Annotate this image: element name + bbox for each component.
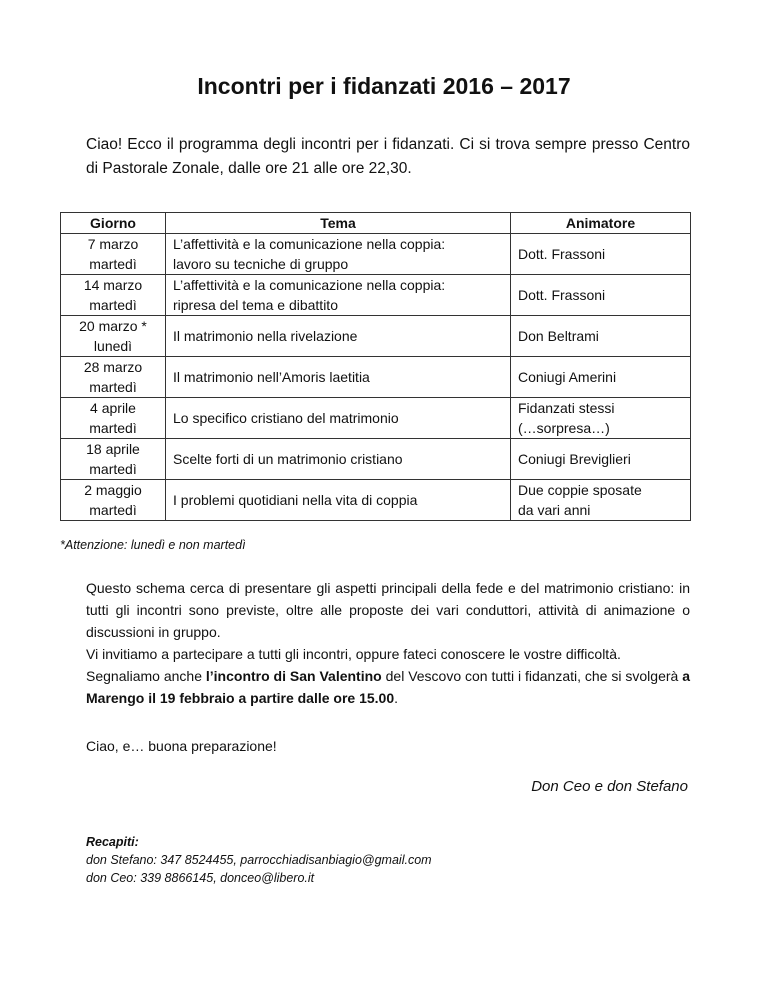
date-text: 18 aprile <box>86 441 140 457</box>
tema-line: L’affettività e la comunicazione nella coppia: <box>173 236 446 252</box>
date-text: 2 maggio <box>84 482 142 498</box>
signature: Don Ceo e don Stefano <box>531 778 688 795</box>
date-text: 4 aprile <box>90 400 136 416</box>
cell-giorno <box>61 439 166 480</box>
table-row <box>61 234 691 275</box>
body-paragraph: Vi invitiamo a partecipare a tutti gli incontri, oppure fateci conoscere le vostre difficoltà. <box>86 646 621 662</box>
cell-tema <box>166 275 511 316</box>
animatore-text: Fidanzati stessi <box>518 400 615 416</box>
tema-line: L’affettività e la comunicazione nella coppia: <box>173 277 446 293</box>
animatore-text: Coniugi Amerini <box>518 369 617 385</box>
tema-line: lavoro su tecniche di gruppo <box>173 256 349 272</box>
tema-line: I problemi quotidiani nella vita di coppia <box>173 492 418 508</box>
body-text <box>86 577 690 709</box>
cell-animatore <box>511 439 691 480</box>
schedule-table <box>60 212 691 521</box>
tema-line: ripresa del tema e dibattito <box>173 297 338 313</box>
date-text: 7 marzo <box>87 236 139 252</box>
table-header-row <box>61 213 691 234</box>
header-tema: Tema <box>166 213 511 234</box>
cell-tema <box>166 316 511 357</box>
cell-giorno <box>61 316 166 357</box>
cell-giorno <box>61 480 166 521</box>
contact-line: don Stefano: 347 8524455, parrocchiadisanbiagio@gmail.com <box>86 853 432 867</box>
cell-tema <box>166 439 511 480</box>
intro-paragraph: Ciao! Ecco il programma degli incontri per i fidanzati. Ci si trova sempre presso Centro di Pastorale Zonale, dalle ore 21 alle ore 22,30. <box>86 136 690 177</box>
cell-animatore <box>511 398 691 439</box>
cell-animatore <box>511 316 691 357</box>
table-row <box>61 357 691 398</box>
animatore-text: Dott. Frassoni <box>518 246 606 262</box>
weekday-text: martedì <box>89 461 137 477</box>
weekday-text: martedì <box>89 420 137 436</box>
date-text: 20 marzo * <box>79 318 147 334</box>
animatore-text: Don Beltrami <box>518 328 599 344</box>
table-row <box>61 480 691 521</box>
cell-tema <box>166 398 511 439</box>
table-row <box>61 439 691 480</box>
header-giorno: Giorno <box>61 213 166 234</box>
cell-giorno <box>61 357 166 398</box>
tema-line: Il matrimonio nell’Amoris laetitia <box>173 369 370 385</box>
date-text: 14 marzo <box>83 277 143 293</box>
tema-line: Il matrimonio nella rivelazione <box>173 328 358 344</box>
contact-line: don Ceo: 339 8866145, donceo@libero.it <box>86 871 315 885</box>
highlight-place-date: a Marengo il 19 febbraio a partire dalle ore 15.00 <box>86 668 690 706</box>
text-segment: . <box>394 690 399 706</box>
animatore-text: Coniugi Breviglieri <box>518 451 631 467</box>
cell-animatore <box>511 480 691 521</box>
animatore-text: (…sorpresa…) <box>518 420 610 436</box>
table-row <box>61 398 691 439</box>
cell-giorno <box>61 234 166 275</box>
animatore-text: da vari anni <box>518 502 591 518</box>
body-paragraph <box>86 665 690 709</box>
cell-animatore <box>511 234 691 275</box>
table-row <box>61 316 691 357</box>
closing-line: Ciao, e… buona preparazione! <box>86 738 277 754</box>
cell-giorno <box>61 398 166 439</box>
table-row <box>61 275 691 316</box>
text-segment: Segnaliamo anche <box>86 668 206 684</box>
contacts <box>86 833 432 887</box>
body-paragraph: Questo schema cerca di presentare gli aspetti principali della fede e del matrimonio cristiano: in tutti gli incontri sono previste, oltre alle proposte dei vari conduttori, attività di animazione o discussioni in gruppo. <box>86 580 690 640</box>
cell-tema <box>166 357 511 398</box>
animatore-text: Dott. Frassoni <box>518 287 606 303</box>
weekday-text: martedì <box>89 297 137 313</box>
cell-tema <box>166 234 511 275</box>
weekday-text: lunedì <box>93 338 133 354</box>
page-title: Incontri per i fidanzati 2016 – 2017 <box>197 73 571 99</box>
date-text: 28 marzo <box>83 359 143 375</box>
footnote: *Attenzione: lunedì e non martedì <box>60 538 246 552</box>
cell-animatore <box>511 275 691 316</box>
cell-animatore <box>511 357 691 398</box>
contacts-title: Recapiti: <box>86 835 139 849</box>
text-segment: del Vescovo con tutti i fidanzati, che si svolgerà <box>381 668 683 684</box>
header-animatore: Animatore <box>511 213 691 234</box>
highlight-event: l’incontro di San Valentino <box>205 668 382 684</box>
tema-line: Lo specifico cristiano del matrimonio <box>173 410 399 426</box>
tema-line: Scelte forti di un matrimonio cristiano <box>173 451 403 467</box>
cell-giorno <box>61 275 166 316</box>
weekday-text: martedì <box>89 502 137 518</box>
weekday-text: martedì <box>89 256 137 272</box>
cell-tema <box>166 480 511 521</box>
weekday-text: martedì <box>89 379 137 395</box>
animatore-text: Due coppie sposate <box>518 482 642 498</box>
